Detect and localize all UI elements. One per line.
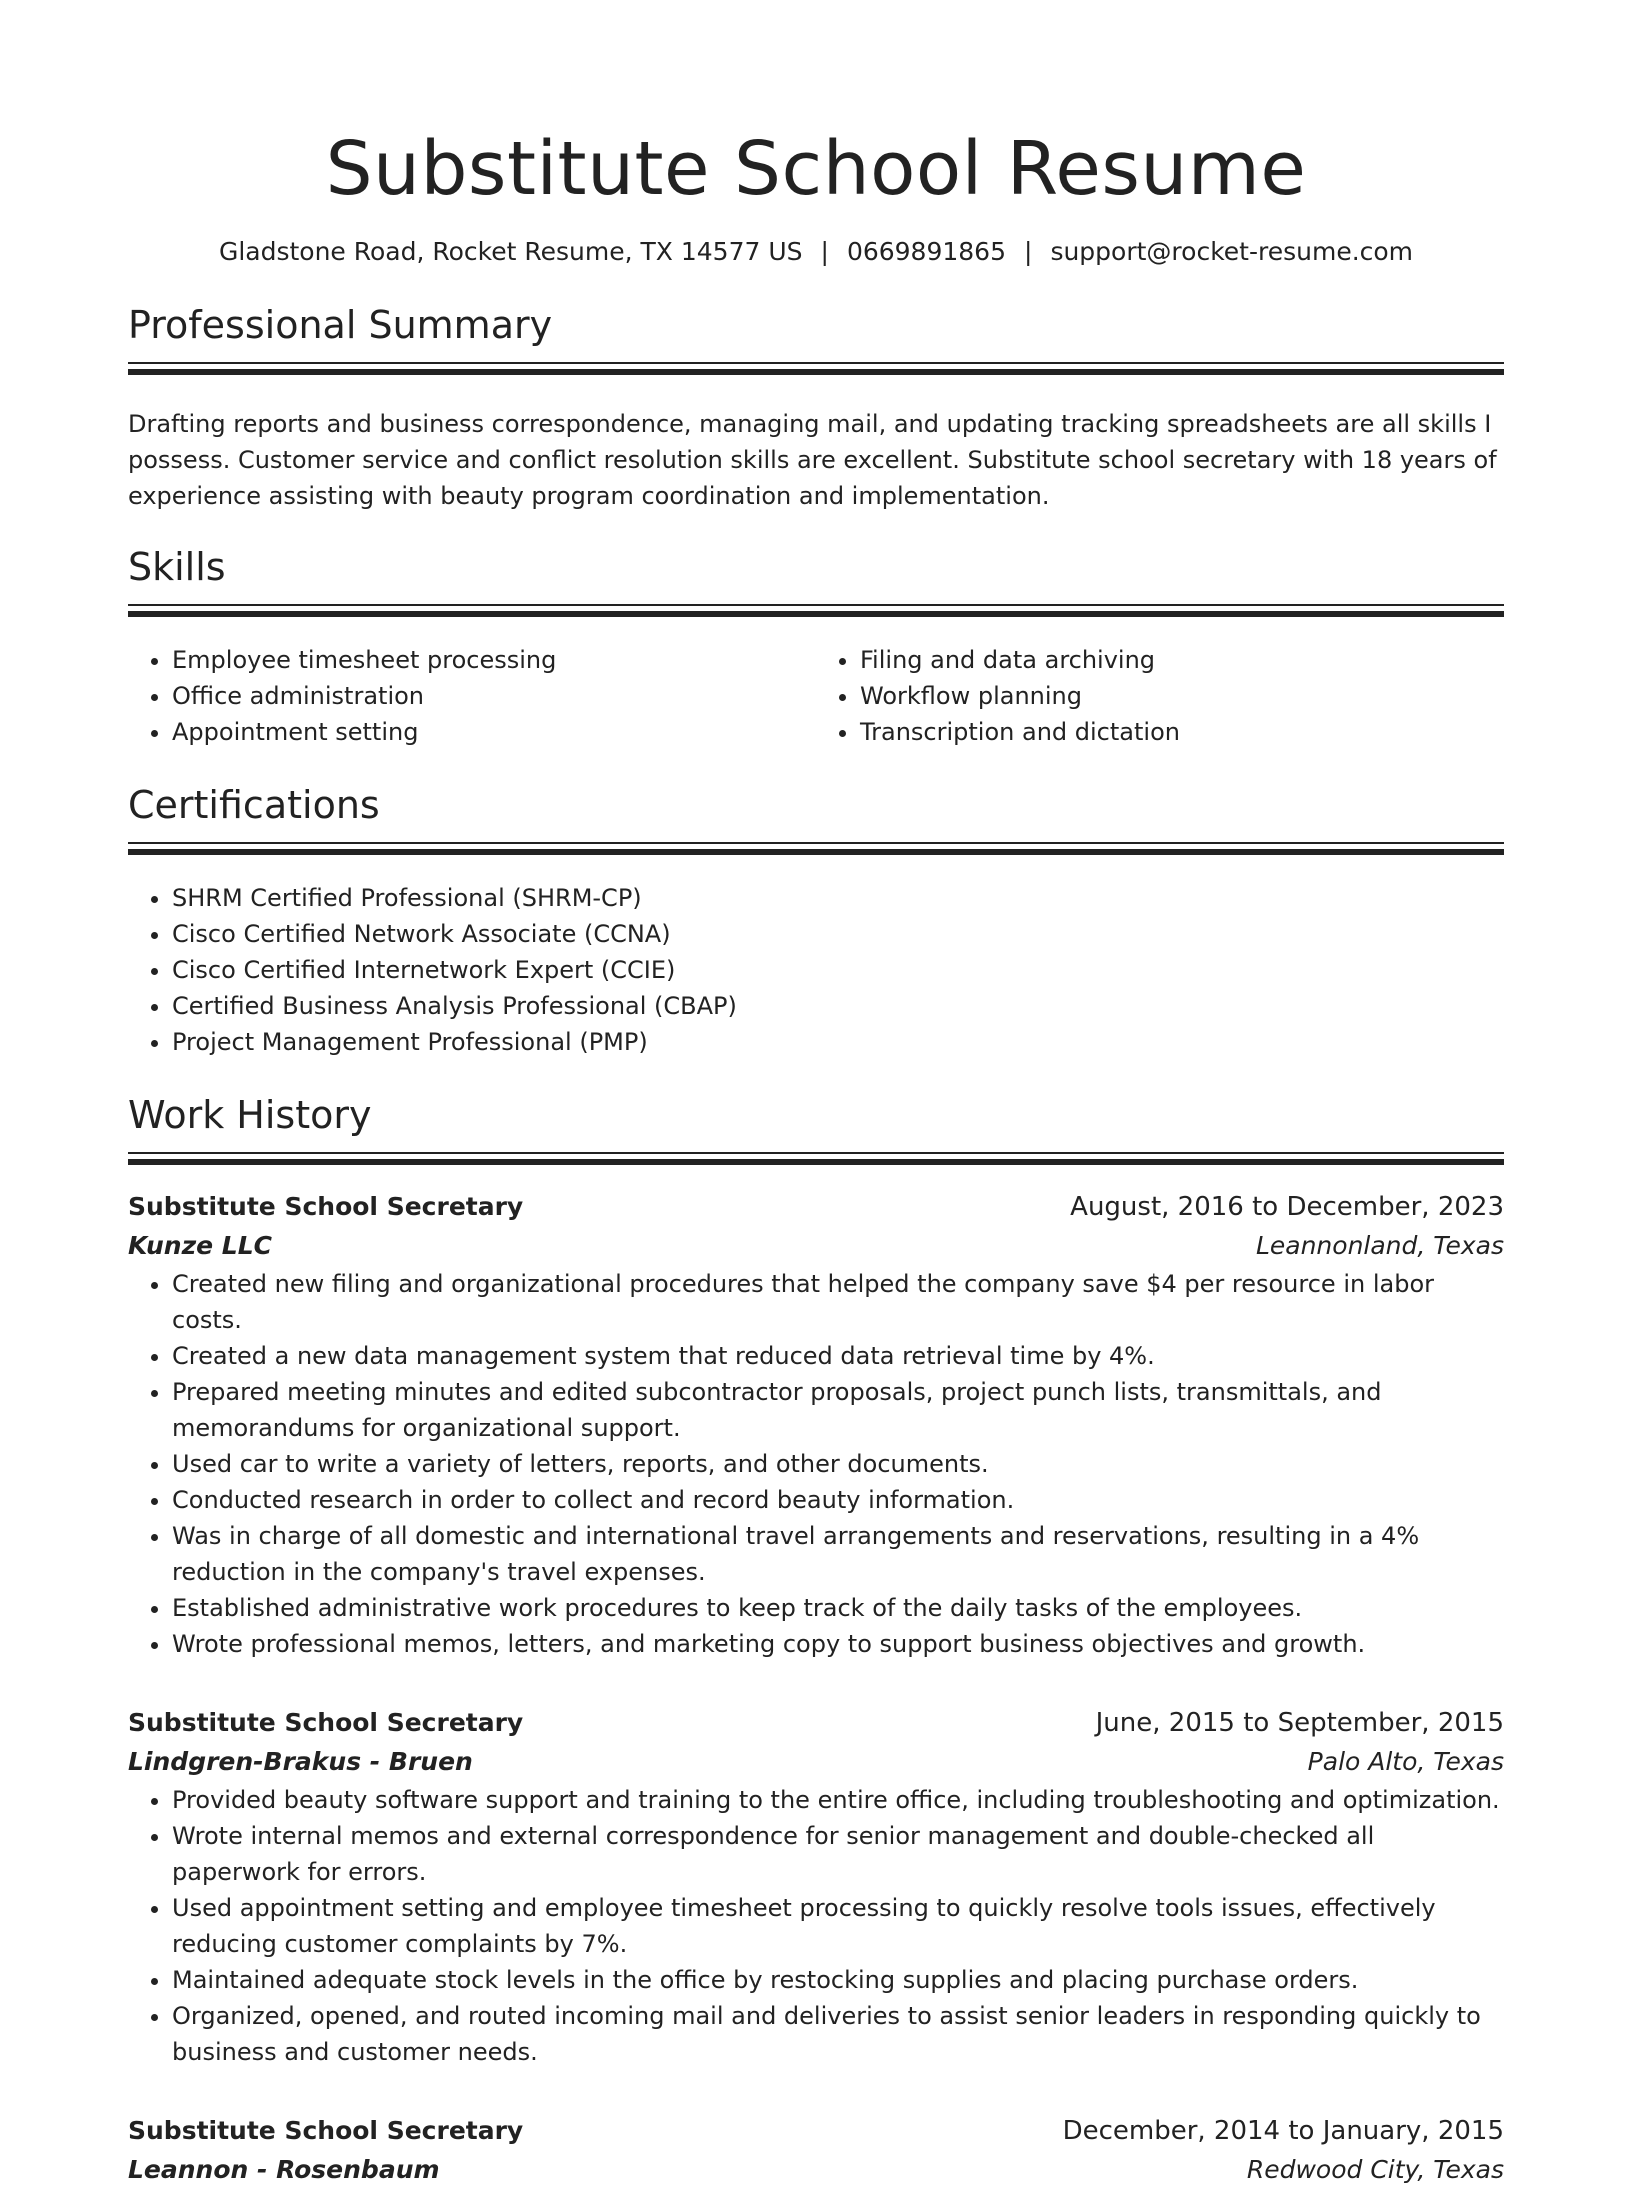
certifications-heading: Certifications bbox=[128, 783, 380, 827]
job-bullet: • Created a new data management system that reduced data retrieval time by 4%. bbox=[172, 1338, 1504, 1374]
job-bullets bbox=[128, 1266, 1504, 1662]
job-dates: August, 2016 to December, 2023 bbox=[1070, 1192, 1504, 1222]
certification-item: • Cisco Certified Internetwork Expert (CCIE) bbox=[172, 952, 1504, 988]
skill-item: • Office administration bbox=[172, 678, 816, 714]
certification-item: • Cisco Certified Network Associate (CCNA) bbox=[172, 916, 1504, 952]
job-bullet: • Established administrative work procedures to keep track of the daily tasks of the employees. bbox=[172, 1590, 1504, 1626]
certification-item: • Certified Business Analysis Professional (CBAP) bbox=[172, 988, 1504, 1024]
job-dates: June, 2015 to September, 2015 bbox=[1095, 1708, 1504, 1738]
contact-address: Gladstone Road, Rocket Resume, TX 14577 US bbox=[218, 237, 803, 266]
section-divider bbox=[128, 604, 1504, 606]
skills-section bbox=[128, 542, 1504, 750]
section-divider bbox=[128, 842, 1504, 844]
job-bullet: • Wrote professional memos, letters, and marketing copy to support business objectives and growth. bbox=[172, 1626, 1504, 1662]
work-history-section bbox=[128, 1090, 1504, 2190]
job-bullet: • Maintained adequate stock levels in the office by restocking supplies and placing purchase orders. bbox=[172, 1962, 1504, 1998]
contact-separator: | bbox=[1024, 237, 1033, 266]
job-entry bbox=[128, 1704, 1504, 2070]
job-bullet: • Prepared meeting minutes and edited subcontractor proposals, project punch lists, transmittals, and memorandums for organizational support. bbox=[172, 1374, 1504, 1446]
certification-item: • Project Management Professional (PMP) bbox=[172, 1024, 1504, 1060]
job-title: Substitute School Secretary bbox=[128, 2116, 524, 2145]
job-bullet: • Used car to write a variety of letters, reports, and other documents. bbox=[172, 1446, 1504, 1482]
job-location: Leannonland, Texas bbox=[1255, 1231, 1504, 1260]
skills-heading: Skills bbox=[128, 545, 226, 589]
work-history-heading: Work History bbox=[128, 1093, 372, 1137]
contact-email[interactable]: support@rocket-resume.com bbox=[1050, 237, 1414, 266]
section-divider bbox=[128, 1152, 1504, 1154]
job-bullet: • Organized, opened, and routed incoming mail and deliveries to assist senior leaders in responding quickly to business and customer needs. bbox=[172, 1998, 1504, 2070]
job-bullet: • Was in charge of all domestic and international travel arrangements and reservations, resulting in a 4% reduction in the company's travel expenses. bbox=[172, 1518, 1504, 1590]
summary-heading: Professional Summary bbox=[128, 303, 553, 347]
contact-line bbox=[128, 236, 1504, 268]
job-company: Kunze LLC bbox=[128, 1231, 273, 1260]
job-location: Redwood City, Texas bbox=[1246, 2155, 1504, 2184]
job-bullet: • Used appointment setting and employee timesheet processing to quickly resolve tools issues, effectively reducing customer complaints by 7%. bbox=[172, 1890, 1504, 1962]
job-bullets bbox=[128, 1782, 1504, 2070]
skills-list-left bbox=[128, 642, 816, 750]
job-bullet: • Wrote internal memos and external correspondence for senior management and double-checked all paperwork for errors. bbox=[172, 1818, 1504, 1890]
job-bullet: • Provided beauty software support and training to the entire office, including troubleshooting and optimization. bbox=[172, 1782, 1504, 1818]
job-title: Substitute School Secretary bbox=[128, 1192, 524, 1221]
job-company: Leannon - Rosenbaum bbox=[128, 2155, 440, 2184]
section-divider bbox=[128, 362, 1504, 364]
summary-section bbox=[128, 300, 1504, 514]
job-location: Palo Alto, Texas bbox=[1307, 1747, 1504, 1776]
skill-item: • Employee timesheet processing bbox=[172, 642, 816, 678]
skills-grid bbox=[128, 642, 1504, 750]
resume-title: Substitute School Resume bbox=[325, 126, 1307, 212]
skill-item: • Workflow planning bbox=[860, 678, 1504, 714]
job-entry bbox=[128, 1188, 1504, 1662]
contact-separator: | bbox=[820, 237, 829, 266]
summary-text: Drafting reports and business correspondence, managing mail, and updating tracking spreadsheets are all skills I possess. Customer service and conflict resolution skills are excellent. Substitute school secretary with 18 years of experience assisting with beauty program coordination and implementation. bbox=[128, 410, 1497, 510]
certifications-section bbox=[128, 780, 1504, 1060]
job-bullet: • Conducted research in order to collect and record beauty information. bbox=[172, 1482, 1504, 1518]
contact-phone[interactable]: 0669891865 bbox=[846, 237, 1006, 266]
skills-list-right bbox=[816, 642, 1504, 750]
job-entry bbox=[128, 2112, 1504, 2190]
job-dates: December, 2014 to January, 2015 bbox=[1062, 2116, 1504, 2146]
skill-item: • Transcription and dictation bbox=[860, 714, 1504, 750]
certifications-list bbox=[128, 880, 1504, 1060]
job-company: Lindgren-Brakus - Bruen bbox=[128, 1747, 473, 1776]
certification-item: • SHRM Certified Professional (SHRM-CP) bbox=[172, 880, 1504, 916]
job-bullet: • Created new filing and organizational procedures that helped the company save $4 per resource in labor costs. bbox=[172, 1266, 1504, 1338]
skill-item: • Filing and data archiving bbox=[860, 642, 1504, 678]
job-title: Substitute School Secretary bbox=[128, 1708, 524, 1737]
skill-item: • Appointment setting bbox=[172, 714, 816, 750]
